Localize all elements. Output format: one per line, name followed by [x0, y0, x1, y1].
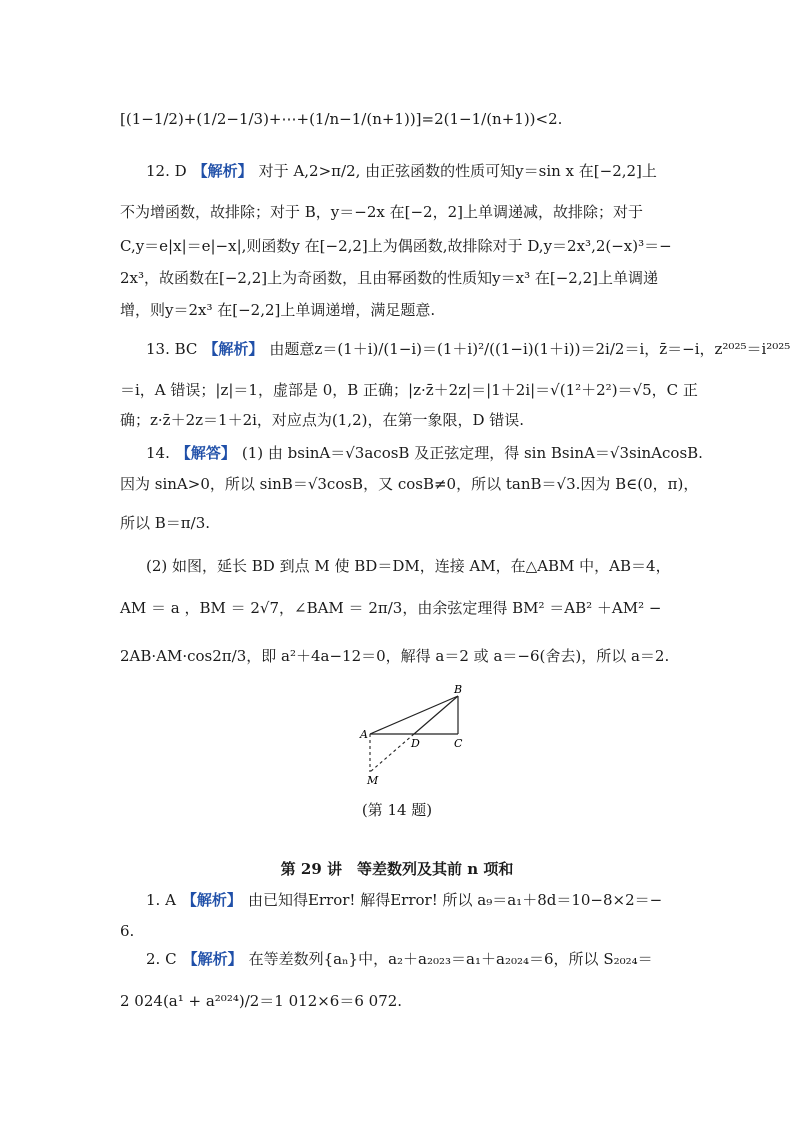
analysis-tag: 【解析】	[192, 162, 253, 180]
text-line: 2 024(a¹ + a²⁰²⁴)/2＝1 012×6＝6 072.	[120, 992, 403, 1010]
segment-AB	[370, 696, 458, 734]
label-M: M	[367, 774, 379, 787]
text-line: 所以 B＝π/3.	[120, 514, 211, 532]
answer-text: (1) 由 bsinA＝√3acosB 及正弦定理，得 sin BsinA＝√3sinAcosB.	[241, 444, 703, 462]
text-line: AM ＝ a ，BM ＝ 2√7，∠BAM ＝ 2π/3，由余弦定理得 BM² ＝AB² ＋AM² −	[120, 599, 662, 617]
analysis-tag: 【解析】	[203, 340, 264, 358]
answer-number: 12. D	[146, 162, 187, 180]
figure-caption: (第 14 题)	[361, 801, 433, 819]
answer-number: 13. BC	[146, 340, 198, 358]
answer-text: 在等差数列{aₙ}中，a₂＋a₂₀₂₃＝a₁＋a₂₀₂₄＝6，所以 S₂₀₂₄＝	[248, 950, 653, 968]
text-line: 确；z·z̄＋2z＝1＋2i，对应点为(1,2)，在第一象限，D 错误.	[120, 411, 525, 429]
text-line: 不为增函数，故排除；对于 B，y＝−2x 在[−2，2]上单调递减，故排除；对于	[120, 203, 643, 221]
answer-12	[146, 158, 706, 184]
answer-number: 14.	[146, 444, 170, 462]
label-A: A	[360, 728, 368, 741]
triangle-figure	[350, 680, 480, 790]
answer-14	[146, 440, 706, 466]
label-B: B	[454, 683, 463, 696]
section-title: 第 29 讲 等差数列及其前 n 项和	[280, 860, 514, 878]
answer-tag: 【解答】	[175, 444, 236, 462]
answer-1	[146, 887, 706, 913]
text-line: 2x³，故函数在[−2,2]上为奇函数，且由幂函数的性质知y＝x³ 在[−2,2]上单调递	[120, 269, 658, 287]
label-C: C	[454, 737, 463, 750]
answer-2	[146, 946, 706, 972]
formula-line: [(1−1/2)+(1/2−1/3)+⋯+(1/n−1/(n+1))]=2(1−1/(n+1))<2.	[120, 110, 563, 128]
answer-text: 由已知得Error! 解得Error! 所以 a₉＝a₁＋8d＝10−8×2＝−	[247, 891, 663, 909]
segment-DM	[370, 734, 414, 772]
answer-number: 2. C	[146, 950, 177, 968]
answer-text: 由题意z＝(1＋i)/(1−i)＝(1＋i)²/((1−i)(1＋i))＝2i/2＝i，z̄＝−i，z²⁰²⁵＝i²⁰²⁵	[269, 340, 791, 358]
text-line: C,y＝e|x|＝e|−x|,则函数y 在[−2,2]上为偶函数,故排除对于 D,y＝2x³,2(−x)³＝−	[120, 237, 672, 255]
answer-number: 1. A	[146, 891, 176, 909]
analysis-tag: 【解析】	[181, 891, 242, 909]
text-line: 2AB·AM·cos2π/3，即 a²＋4a−12＝0，解得 a＝2 或 a＝−6(舍去)，所以 a＝2.	[120, 647, 670, 665]
analysis-tag: 【解析】	[182, 950, 243, 968]
answer-text: 对于 A,2>π/2, 由正弦函数的性质可知y＝sin x 在[−2,2]上	[258, 162, 657, 180]
text-line: 增，则y＝2x³ 在[−2,2]上单调递增，满足题意.	[120, 301, 436, 319]
text-line: 6.	[120, 922, 135, 940]
text-line: (2) 如图，延长 BD 到点 M 使 BD＝DM，连接 AM，在△ABM 中，AB＝4，	[146, 557, 671, 575]
answer-13	[146, 336, 791, 362]
label-D: D	[411, 737, 420, 750]
text-line: 因为 sinA>0，所以 sinB＝√3cosB，又 cosB≠0，所以 tanB＝√3.因为 B∈(0，π)，	[120, 475, 699, 493]
segment-BD	[414, 696, 458, 734]
text-line: ＝i，A 错误；|z|＝1，虚部是 0，B 正确；|z·z̄＋2z|＝|1＋2i|＝√(1²＋2²)＝√5，C 正	[120, 381, 698, 399]
